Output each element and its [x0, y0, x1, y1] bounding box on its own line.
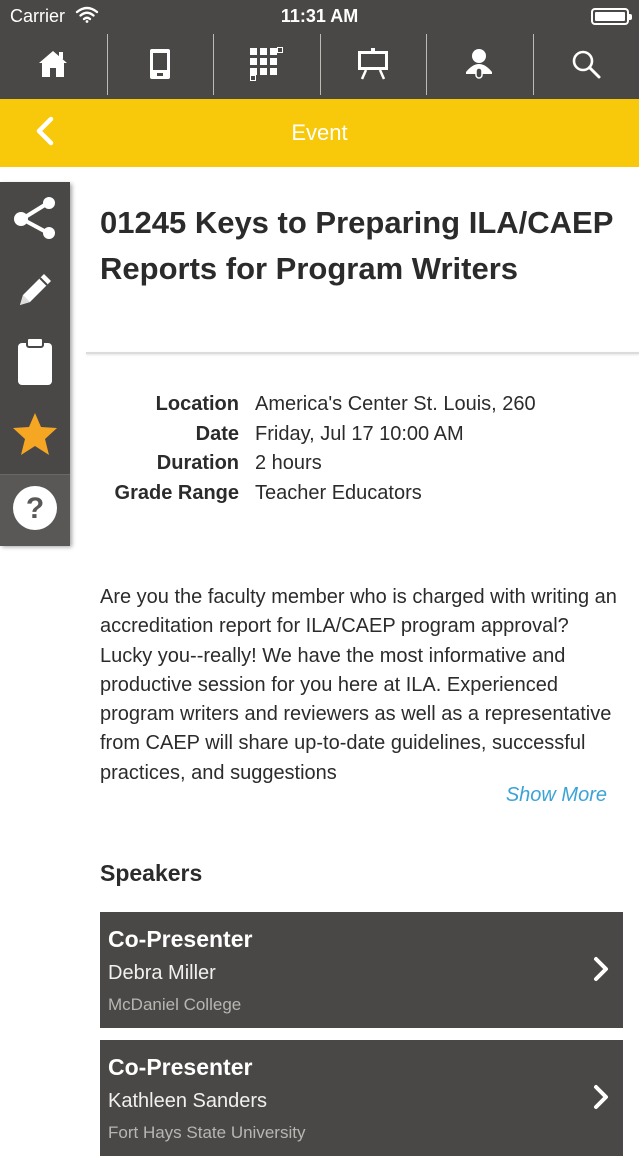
battery-icon	[591, 8, 629, 25]
detail-label: Duration	[60, 452, 239, 475]
search-icon	[571, 49, 601, 84]
nav-scan-button[interactable]	[213, 34, 320, 99]
detail-row-duration	[60, 449, 620, 479]
nav-speakers-button[interactable]	[426, 34, 533, 99]
nav-device-button[interactable]	[107, 34, 214, 99]
speaker-name: Kathleen Sanders	[108, 1090, 267, 1113]
nav-search-button[interactable]	[533, 34, 639, 99]
share-icon	[12, 195, 58, 246]
nav-presentation-button[interactable]	[320, 34, 427, 99]
mobile-device-icon	[148, 48, 172, 85]
qr-grid-icon	[249, 47, 283, 86]
share-button[interactable]	[0, 184, 70, 256]
detail-value: America's Center St. Louis, 260	[255, 393, 536, 416]
speaker-name: Debra Miller	[108, 962, 216, 985]
detail-label: Grade Range	[60, 482, 239, 505]
speaker-organization: Fort Hays State University	[108, 1123, 305, 1143]
detail-label: Location	[60, 393, 239, 416]
nav-home-button[interactable]	[0, 34, 107, 99]
title-divider	[86, 352, 639, 354]
status-bar	[0, 0, 639, 34]
speaker-row[interactable]	[100, 912, 623, 1028]
speaker-row[interactable]	[100, 1040, 623, 1156]
speaker-organization: McDaniel College	[108, 995, 241, 1015]
detail-row-date	[60, 420, 620, 450]
clipboard-icon	[16, 337, 54, 392]
detail-value: 2 hours	[255, 452, 322, 475]
presentation-board-icon	[356, 48, 390, 85]
detail-row-location	[60, 390, 620, 420]
detail-label: Date	[60, 423, 239, 446]
help-icon	[11, 484, 59, 537]
detail-row-grade-range	[60, 479, 620, 509]
page-title: Event	[0, 120, 639, 146]
main-nav	[0, 34, 639, 99]
star-icon	[11, 411, 59, 462]
event-details	[60, 390, 620, 508]
event-title: 01245 Keys to Preparing ILA/CAEP Reports for Program Writers	[100, 200, 620, 292]
show-more-link[interactable]: Show More	[506, 784, 607, 807]
carrier-label: Carrier	[10, 6, 65, 27]
chevron-right-icon	[593, 956, 609, 987]
speakers-heading: Speakers	[100, 860, 202, 887]
top-bar	[0, 0, 639, 99]
svg-text:?: ?	[26, 492, 44, 525]
speaker-role: Co-Presenter	[108, 1054, 252, 1081]
status-time: 11:31 AM	[0, 6, 639, 27]
detail-value: Friday, Jul 17 10:00 AM	[255, 423, 464, 446]
event-description: Are you the faculty member who is charged with writing an accreditation report for ILA/CAEP program approval? Lucky you--really! We have the most informative and productive session for you here at ILA. Experienced program writers and reviewers as well as a representative from CAEP will share up-to-date guidelines, successful practices, and suggestions	[100, 583, 620, 766]
home-icon	[37, 49, 69, 84]
speaker-person-icon	[464, 48, 494, 85]
detail-value: Teacher Educators	[255, 482, 422, 505]
chevron-right-icon	[593, 1084, 609, 1115]
note-button[interactable]	[0, 256, 70, 328]
title-bar	[0, 99, 639, 167]
speaker-role: Co-Presenter	[108, 926, 252, 953]
pencil-icon	[14, 269, 56, 316]
